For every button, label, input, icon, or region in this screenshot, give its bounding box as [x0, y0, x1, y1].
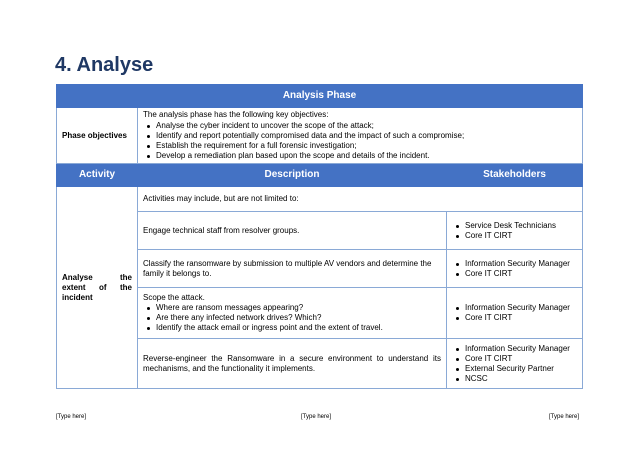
column-header-stakeholders: Stakeholders	[447, 164, 583, 187]
footer-right[interactable]: [Type here]	[549, 414, 580, 420]
phase-header: Analysis Phase	[57, 85, 583, 108]
footer-left[interactable]: [Type here]	[56, 414, 87, 420]
description-list	[143, 303, 441, 333]
objectives-list	[143, 121, 577, 161]
description-intro: Scope the attack.	[143, 293, 205, 302]
stakeholder-list	[452, 303, 577, 323]
stakeholder-item: Core IT CIRT	[452, 354, 577, 364]
stakeholder-item: Core IT CIRT	[452, 313, 577, 323]
row-stakeholders	[447, 250, 583, 288]
objective-item: Analyse the cyber incident to uncover the scope of the attack;	[143, 121, 577, 131]
activity-word: the	[120, 272, 132, 282]
stakeholder-item: Information Security Manager	[452, 303, 577, 313]
activity-cell	[57, 187, 138, 389]
stakeholder-item: Core IT CIRT	[452, 269, 577, 279]
objectives-cell	[138, 108, 583, 164]
objective-item: Identify and report potentially compromised data and the impact of such a compromise;	[143, 131, 577, 141]
row-stakeholders	[447, 339, 583, 389]
description-item: Where are ransom messages appearing?	[143, 303, 441, 313]
activity-line	[62, 283, 132, 293]
row-stakeholders	[447, 288, 583, 339]
phase-header-row	[57, 85, 583, 108]
activity-word: extent	[62, 282, 86, 292]
row-description: Classify the ransomware by submission to multiple AV vendors and determine the family it belongs to.	[138, 250, 447, 288]
intro-row-text: Activities may include, but are not limited to:	[138, 187, 583, 212]
page-title: 4. Analyse	[55, 54, 154, 76]
analysis-phase-table	[56, 84, 583, 389]
objective-item: Establish the requirement for a full forensic investigation;	[143, 141, 577, 151]
column-header-activity: Activity	[57, 164, 138, 187]
stakeholder-item: Service Desk Technicians	[452, 221, 577, 231]
activity-line	[62, 273, 132, 283]
row-description: Reverse-engineer the Ransomware in a secure environment to understand its mechanisms, and the functionality it implements.	[138, 339, 447, 389]
stakeholder-item: Core IT CIRT	[452, 231, 577, 241]
activity-word: the	[120, 282, 132, 292]
activity-word: incident	[62, 292, 93, 302]
column-header-description: Description	[138, 164, 447, 187]
stakeholder-list	[452, 344, 577, 384]
table-row	[57, 187, 583, 212]
row-stakeholders	[447, 212, 583, 250]
stakeholder-list	[452, 221, 577, 241]
footer-center[interactable]: [Type here]	[301, 414, 332, 420]
stakeholder-item: NCSC	[452, 374, 577, 384]
stakeholder-item: Information Security Manager	[452, 259, 577, 269]
description-item: Identify the attack email or ingress point and the extent of travel.	[143, 323, 441, 333]
activity-word: of	[99, 282, 107, 292]
row-description: Engage technical staff from resolver groups.	[138, 212, 447, 250]
description-item: Are there any infected network drives? Which?	[143, 313, 441, 323]
stakeholder-item: Information Security Manager	[452, 344, 577, 354]
objectives-label: Phase objectives	[57, 108, 138, 164]
objectives-row	[57, 108, 583, 164]
column-header-row	[57, 164, 583, 187]
objective-item: Develop a remediation plan based upon the scope and details of the incident.	[143, 151, 577, 161]
row-description	[138, 288, 447, 339]
activity-word: Analyse	[62, 272, 93, 282]
stakeholder-item: External Security Partner	[452, 364, 577, 374]
stakeholder-list	[452, 259, 577, 279]
objectives-intro: The analysis phase has the following key objectives:	[143, 110, 329, 119]
